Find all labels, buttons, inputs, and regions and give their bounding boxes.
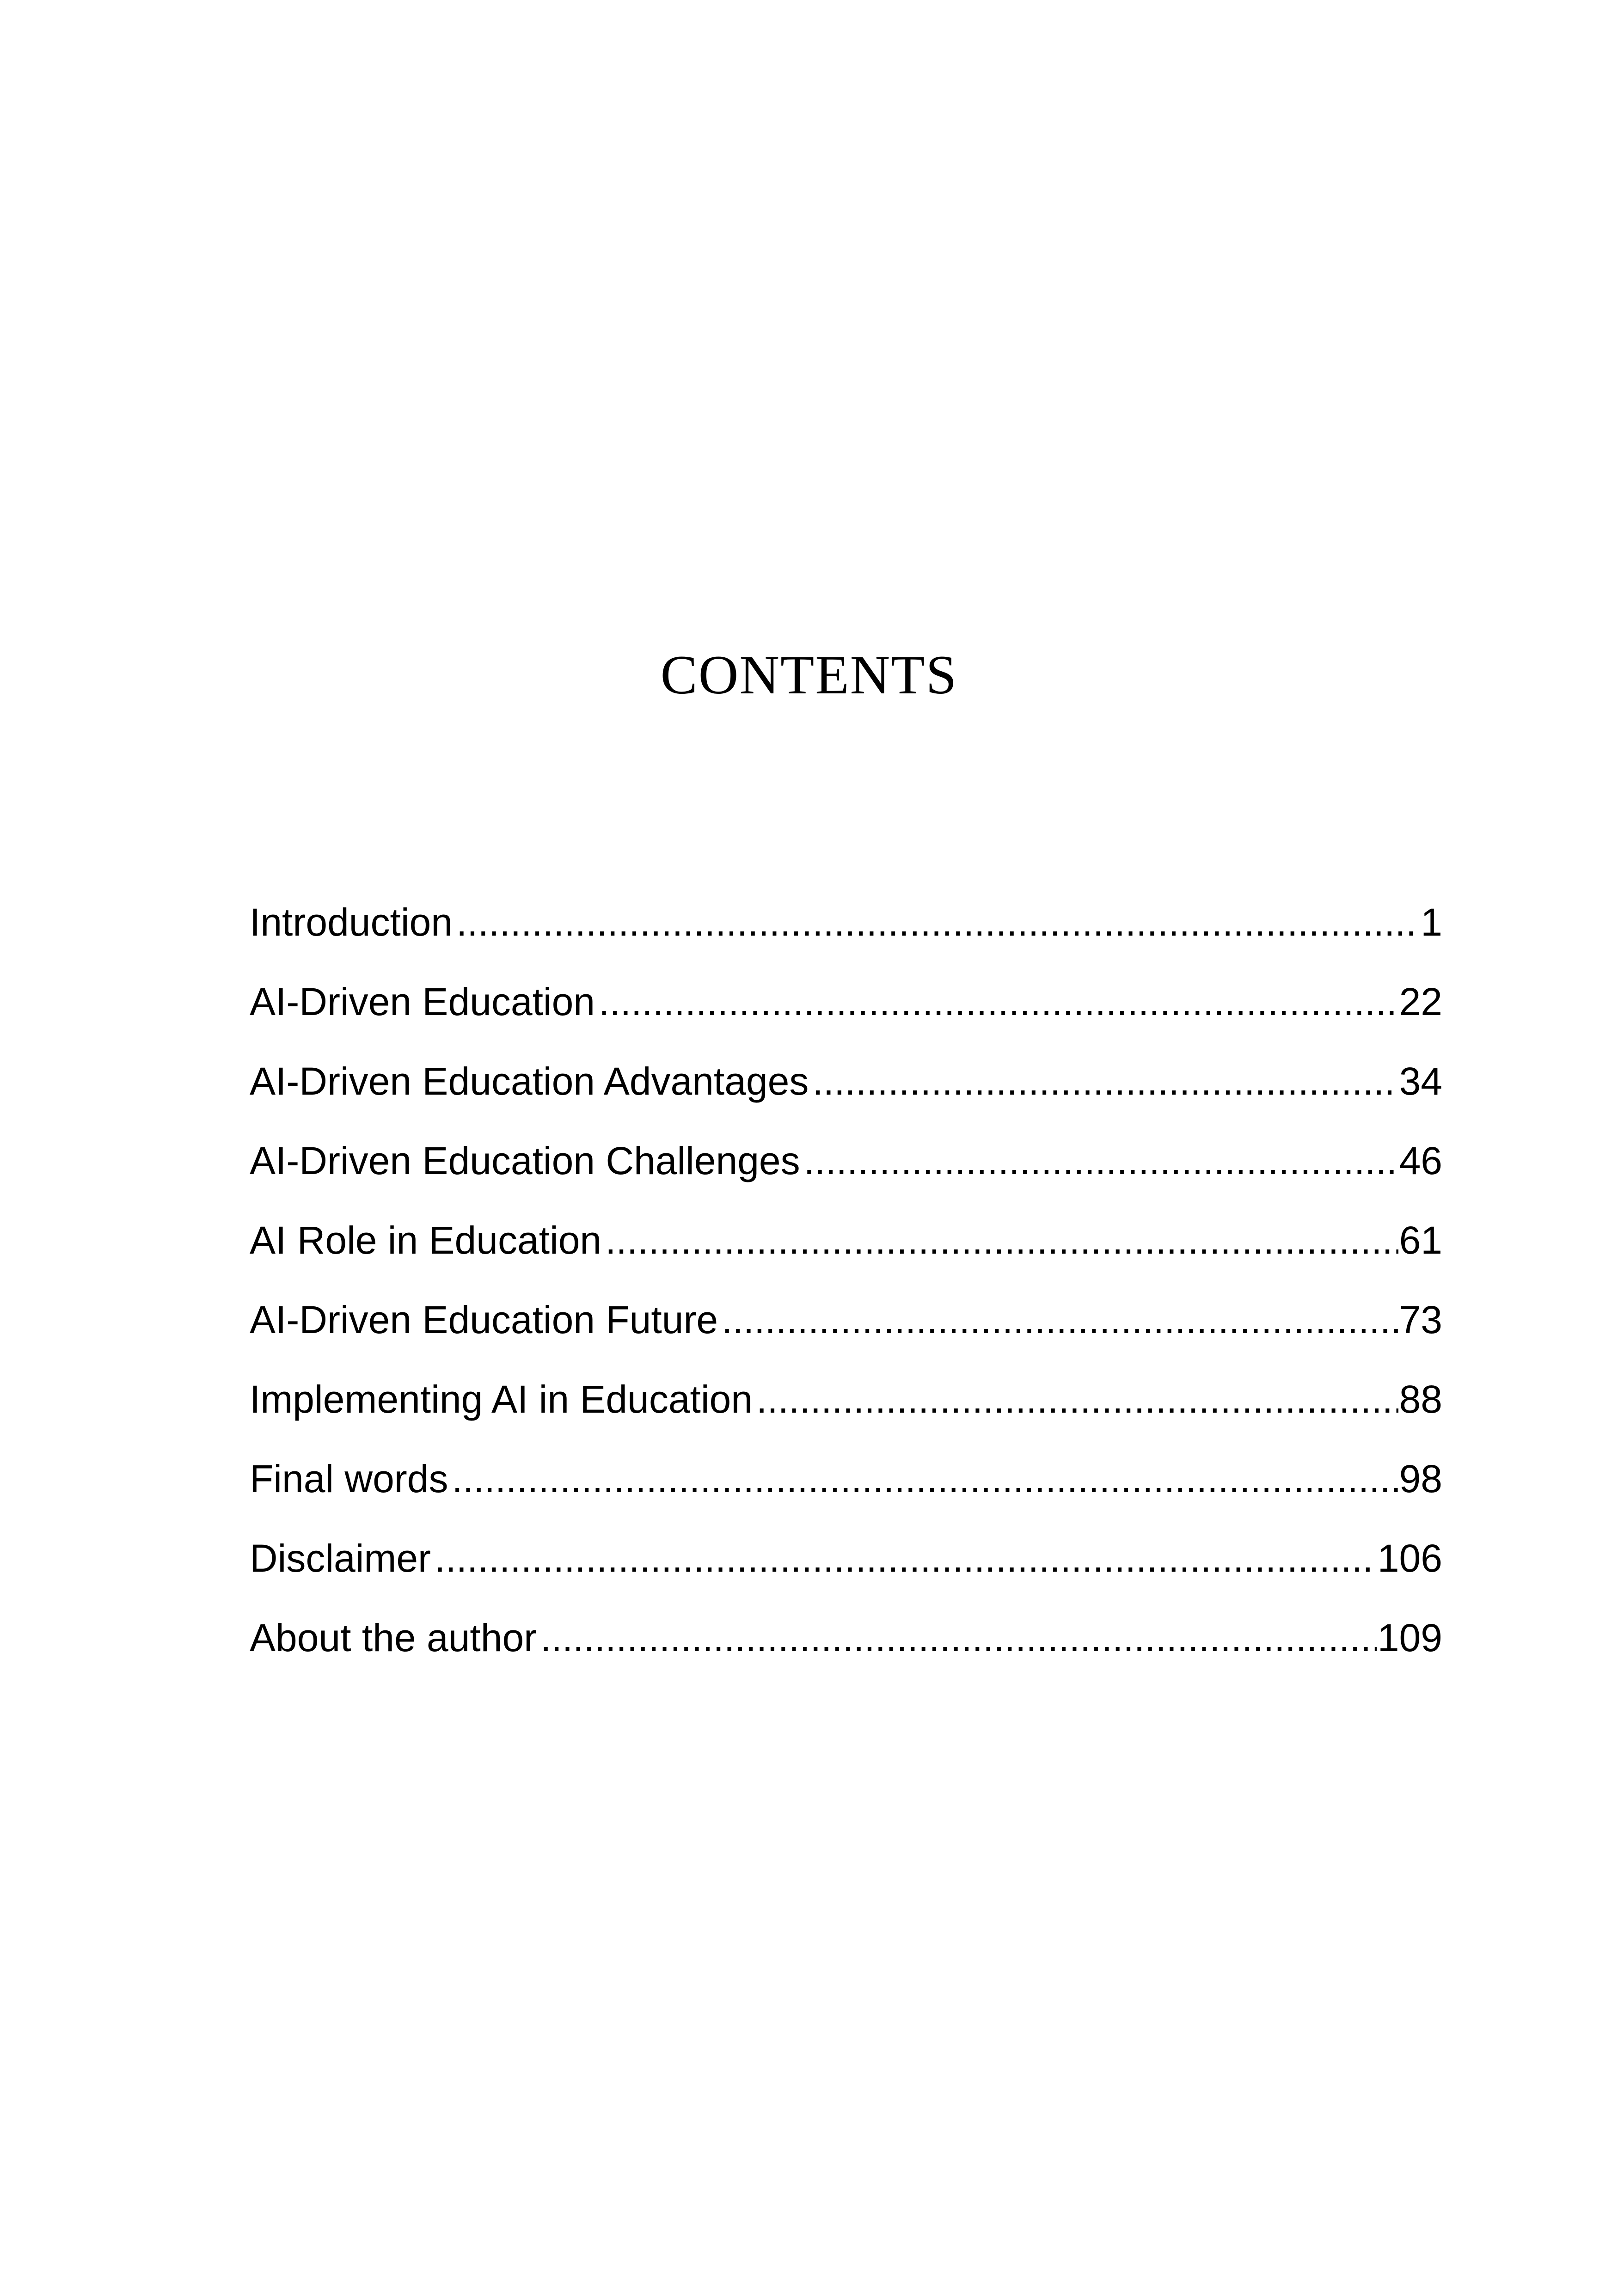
table-of-contents [250, 894, 1442, 1690]
toc-entry-page-number: 109 [1377, 1616, 1442, 1659]
toc-entry [250, 894, 1442, 974]
dot-leader [756, 1371, 1398, 1427]
toc-entry [250, 1053, 1442, 1133]
toc-entry [250, 1133, 1442, 1212]
toc-entry-page-number: 106 [1377, 1537, 1442, 1580]
toc-entry [250, 1371, 1442, 1451]
toc-entry-label: Implementing AI in Education [250, 1378, 753, 1421]
toc-entry [250, 1531, 1442, 1610]
dot-leader [435, 1531, 1377, 1586]
toc-entry-page-number: 34 [1399, 1059, 1442, 1103]
dot-leader [605, 1212, 1398, 1268]
toc-entry-page-number: 1 [1421, 900, 1442, 944]
toc-entry-page-number: 46 [1399, 1139, 1442, 1182]
toc-entry-label: About the author [250, 1616, 537, 1659]
toc-entry [250, 1610, 1442, 1690]
toc-entry-label: Disclaimer [250, 1537, 431, 1580]
toc-entry [250, 974, 1442, 1053]
toc-entry [250, 1212, 1442, 1292]
toc-entry-label: AI-Driven Education Challenges [250, 1139, 800, 1182]
toc-entry-page-number: 73 [1399, 1298, 1442, 1341]
toc-entry-page-number: 61 [1399, 1218, 1442, 1262]
dot-leader [599, 974, 1398, 1029]
toc-entry-label: Introduction [250, 900, 453, 944]
toc-entry-page-number: 88 [1399, 1378, 1442, 1421]
toc-entry-page-number: 98 [1399, 1457, 1442, 1500]
toc-entry-label: Final words [250, 1457, 448, 1500]
toc-entry [250, 1292, 1442, 1371]
toc-entry-label: AI-Driven Education Advantages [250, 1059, 809, 1103]
toc-entry [250, 1451, 1442, 1531]
dot-leader [804, 1133, 1398, 1188]
toc-entry-label: AI-Driven Education Future [250, 1298, 718, 1341]
dot-leader [540, 1610, 1377, 1665]
dot-leader [812, 1053, 1398, 1109]
dot-leader [722, 1292, 1398, 1347]
toc-entry-label: AI Role in Education [250, 1218, 602, 1262]
toc-entry-label: AI-Driven Education [250, 980, 595, 1023]
toc-entry-page-number: 22 [1399, 980, 1442, 1023]
page-title: CONTENTS [660, 644, 958, 706]
dot-leader [452, 1451, 1398, 1506]
dot-leader [456, 894, 1420, 950]
